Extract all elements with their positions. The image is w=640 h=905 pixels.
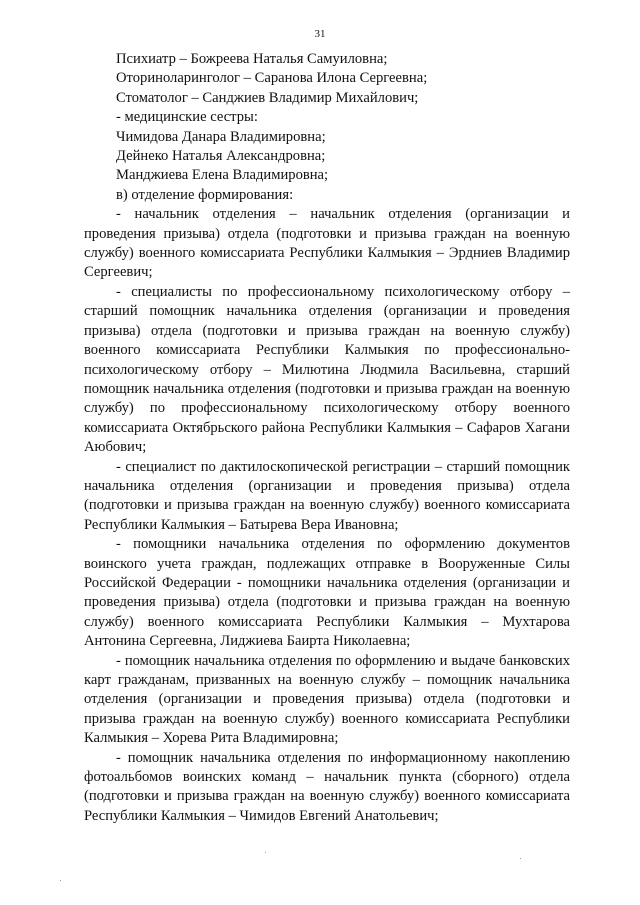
paragraph: Дейнеко Наталья Александровна; xyxy=(116,148,326,165)
paragraph: в) отделение формирования: xyxy=(116,186,294,203)
page-number: 31 xyxy=(314,28,326,40)
scan-speck xyxy=(60,880,61,881)
paragraph: - помощник начальника отделения по оформлению и выдаче банковских карт гражданам, призванных на военную службу – помощник начальника отделения (организации и проведения призыва) отдела (подготовки и призыва граждан на военную службу) военного комиссариата Республики Калмыкия – Хорева Рита Владимировна; xyxy=(84,652,570,747)
paragraph: - специалист по дактилоскопической регистрации – старший помощник начальника отделения (организации и проведения призыва) отдела (подготовки и призыва граждан на военную службу) военного комиссариата Республики Калмыкия – Батырева Вера Ивановна; xyxy=(84,458,570,533)
scan-speck xyxy=(520,858,521,859)
scan-speck xyxy=(265,852,266,853)
paragraph: Манджиева Елена Владимировна; xyxy=(116,167,329,184)
paragraph: Оториноларинголог – Саранова Илона Сергеевна; xyxy=(116,70,428,87)
document-body xyxy=(84,50,570,826)
paragraph: - специалисты по профессиональному психологическому отбору – старший помощник начальника отделения (организации и проведения призыва) отдела (подготовки и призыва граждан на военную службу) военного комиссариата Республики Калмыкия по профессионально-психологическому отбору – Милютина Людмила Васильевна, старший помощник начальника отделения (подготовки и призыва граждан на военную службу) по профессиональному психологическому отбору военного комиссариата Октябрьского района Республики Калмыкия – Сафаров Хагани Аюбович; xyxy=(84,283,570,456)
paragraph: Стоматолог – Санджиев Владимир Михайлович; xyxy=(116,89,419,106)
paragraph: - помощники начальника отделения по оформлению документов воинского учета граждан, подлежащих отправке в Вооруженные Силы Российской Федерации - помощники начальника отделения (организации и проведения призыва) отдела (подготовки и призыва граждан на военную службу) военного комиссариата Республики Калмыкия – Мухтарова Антонина Сергеевна, Лиджиева Баирта Николаевна; xyxy=(84,536,570,650)
paragraph: - начальник отделения – начальник отделения (организации и проведения призыва) отдела (подготовки и призыва граждан на военную службу) военного комиссариата Республики Калмыкия – Эрдниев Владимир Сергеевич; xyxy=(84,206,570,281)
paragraph: - помощник начальника отделения по информационному накоплению фотоальбомов воинских команд – начальник пункта (сборного) отдела (подготовки и призыва граждан на военную службу) военного комиссариата Республики Калмыкия – Чимидов Евгений Анатольевич; xyxy=(84,749,570,824)
paragraph: Чимидова Данара Владимировна; xyxy=(116,128,326,145)
paragraph: Психиатр – Божреева Наталья Самуиловна; xyxy=(116,51,388,67)
paragraph: - медицинские сестры: xyxy=(116,109,258,126)
